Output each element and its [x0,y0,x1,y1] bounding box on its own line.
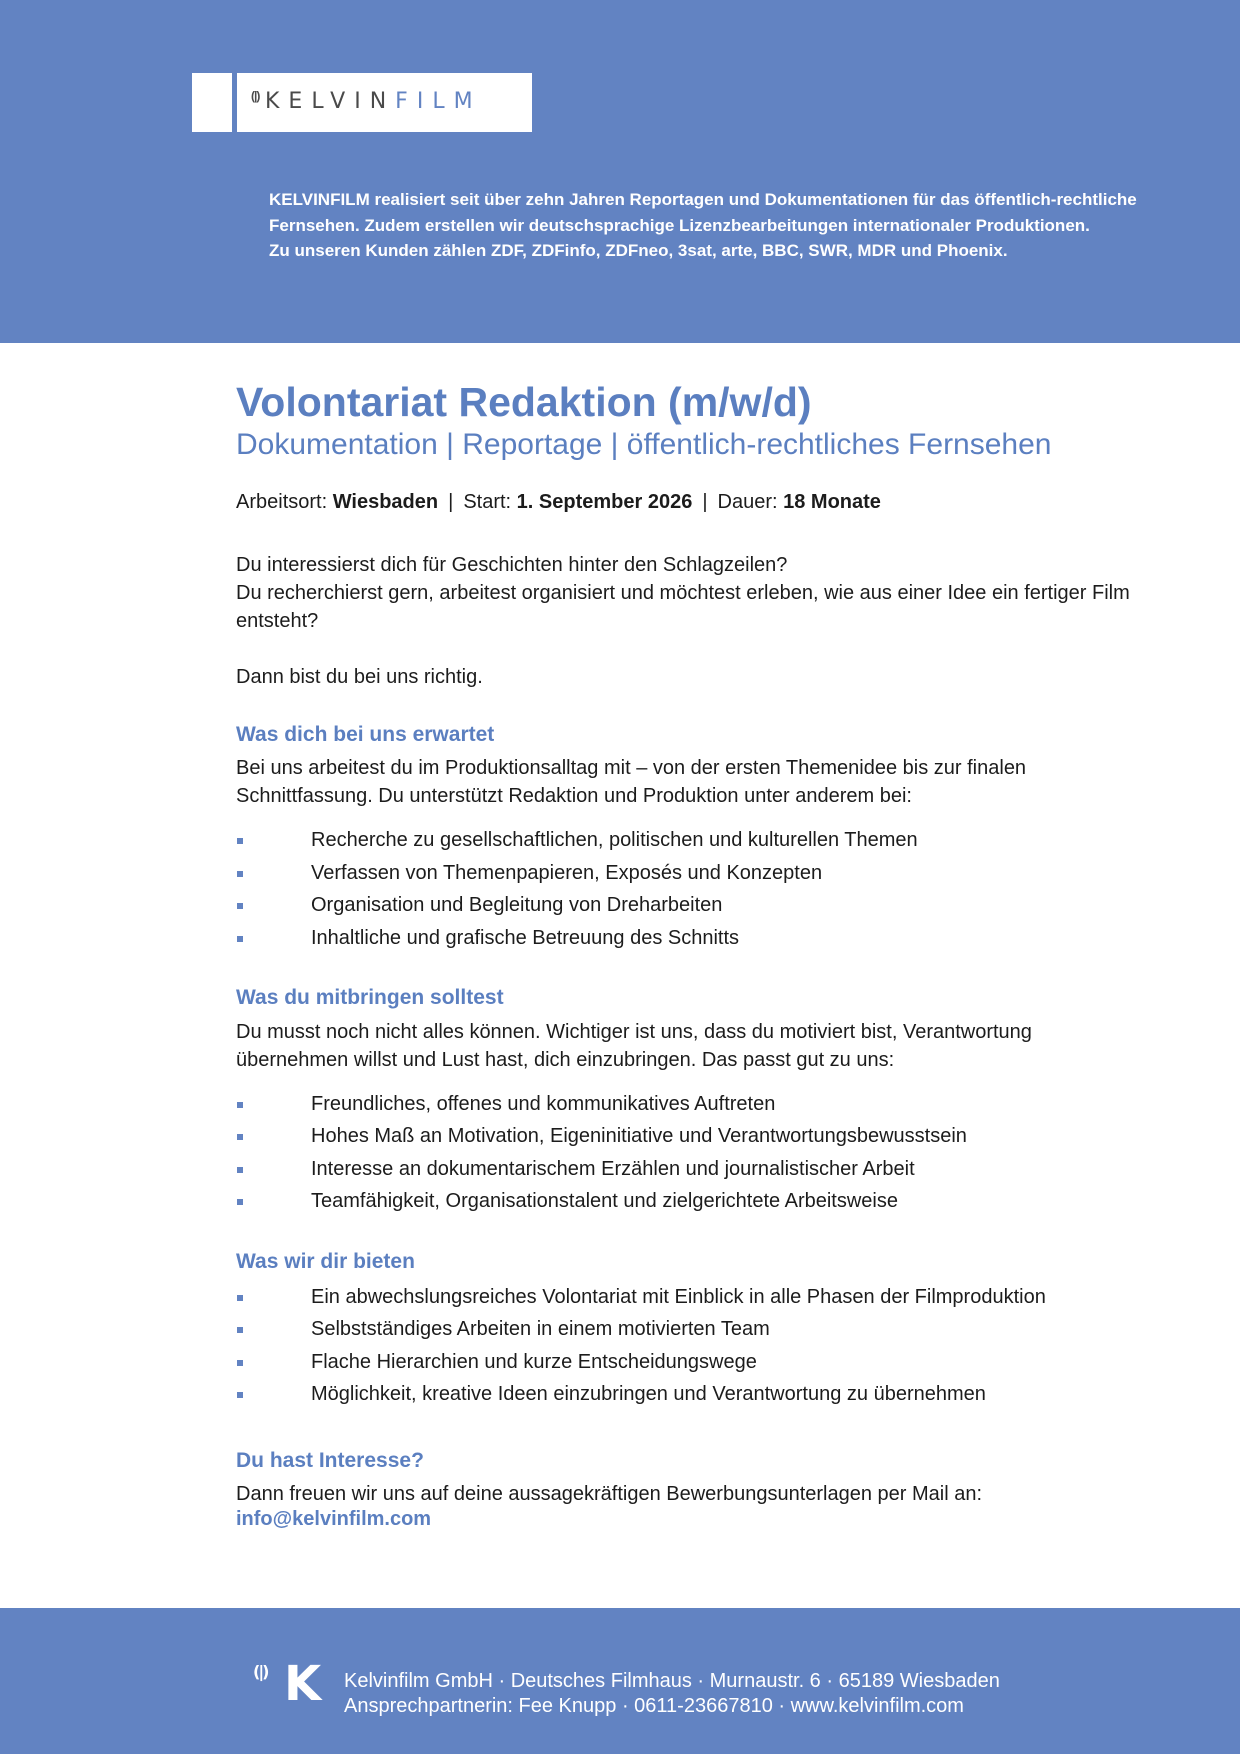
section-heading-bring: Was du mitbringen solltest [236,986,504,1010]
company-logo [237,73,532,132]
logo-square [192,73,232,132]
intro-line: KELVINFILM realisiert seit über zehn Jahren Reportagen und Dokumentationen für das öffentlich-rechtliche [269,190,1137,209]
header-band [0,0,1240,343]
list-item: Inhaltliche und grafische Betreuung des Schnitts [236,922,1136,955]
list-item: Teamfähigkeit, Organisationstalent und zielgerichtete Arbeitsweise [236,1185,1136,1218]
meta-separator: | [702,491,708,514]
list-item: Flache Hierarchien und kurze Entscheidungswege [236,1346,1136,1379]
section-text-bring: Du musst noch nicht alles können. Wichtiger ist uns, dass du motiviert bist, Verantwortung übernehmen willst und Lust hast, dich einzubringen. Das passt gut zu uns: [236,1020,1032,1071]
list-item: Ein abwechslungsreiches Volontariat mit Einblick in alle Phasen der Filmproduktion [236,1281,1136,1314]
section-heading-contact: Du hast Interesse? [236,1448,424,1472]
bring-list [236,1088,1136,1218]
start-label: Start: [463,491,517,514]
list-item: Selbstständiges Arbeiten in einem motivierten Team [236,1313,1136,1346]
closing-line: Dann bist du bei uns richtig. [236,666,483,689]
section-text-expect: Bei uns arbeitest du im Produktionsalltag mit – von der ersten Themenidee bis zur finalen Schnittfassung. Du unterstützt Redaktion und Produktion unter anderem bei: [236,757,1027,808]
logo-film: FILM [395,89,482,114]
logo-mark-icon: (|) [251,89,260,103]
footer-contact-info [344,1669,1000,1719]
job-title: Volontariat Redaktion (m/w/d) [236,379,812,425]
location-value: Wiesbaden [332,491,439,514]
job-subtitle: Dokumentation | Reportage | öffentlich-rechtliches Fernsehen [236,428,1052,462]
intro-line: Fernsehen. Zudem erstellen wir deutschsprachige Lizenzbearbeitungen internationaler Produktionen. [269,215,1090,235]
duration-value: 18 Monate [783,491,881,514]
list-item: Interesse an dokumentarischem Erzählen und journalistischer Arbeit [236,1153,1136,1186]
footer-band [0,1608,1240,1754]
footer-logo-mark-icon: (|) [253,1662,268,1681]
job-meta [236,489,1136,515]
logo-kelvin: KELVIN [265,89,396,114]
section-text-contact: Dann freuen wir uns auf deine aussagekräftigen Bewerbungsunterlagen per Mail an: [236,1483,983,1506]
footer-line-contact: Ansprechpartnerin: Fee Knupp · 0611-23667810 · www.kelvinfilm.com [344,1695,964,1717]
list-item: Verfassen von Themenpapieren, Exposés und Konzepten [236,857,1136,890]
logo-wordmark [265,91,482,113]
company-intro [269,187,1199,264]
section-heading-offer: Was wir dir bieten [236,1249,415,1273]
contact-email-link[interactable]: info@kelvinfilm.com [236,1508,432,1531]
question-line: Du interessierst dich für Geschichten hinter den Schlagzeilen? [236,554,788,577]
start-value: 1. September 2026 [516,491,693,514]
expect-list [236,824,1136,954]
footer-line-address: Kelvinfilm GmbH · Deutsches Filmhaus · Murnaustr. 6 · 65189 Wiesbaden [344,1670,1000,1692]
list-item: Möglichkeit, kreative Ideen einzubringen und Verantwortung zu übernehmen [236,1378,1136,1411]
question-line: Du recherchierst gern, arbeitest organisiert und möchtest erleben, wie aus einer Idee ein fertiger Film entsteht? [236,582,1130,633]
duration-label: Dauer: [717,491,784,514]
meta-separator: | [448,491,454,514]
footer-logo-letter: K [284,1656,322,1712]
offer-list [236,1281,1136,1411]
list-item: Hohes Maß an Motivation, Eigeninitiative und Verantwortungsbewusstsein [236,1120,1136,1153]
list-item: Recherche zu gesellschaftlichen, politischen und kulturellen Themen [236,824,1136,857]
list-item: Freundliches, offenes und kommunikatives Auftreten [236,1088,1136,1121]
main-content [236,380,1136,1531]
location-label: Arbeitsort: [236,491,333,514]
section-heading-expect: Was dich bei uns erwartet [236,723,495,747]
list-item: Organisation und Begleitung von Dreharbeiten [236,889,1136,922]
intro-line: Zu unseren Kunden zählen ZDF, ZDFinfo, ZDFneo, 3sat, arte, BBC, SWR, MDR und Phoenix. [269,241,1008,260]
intro-questions [236,551,1136,635]
